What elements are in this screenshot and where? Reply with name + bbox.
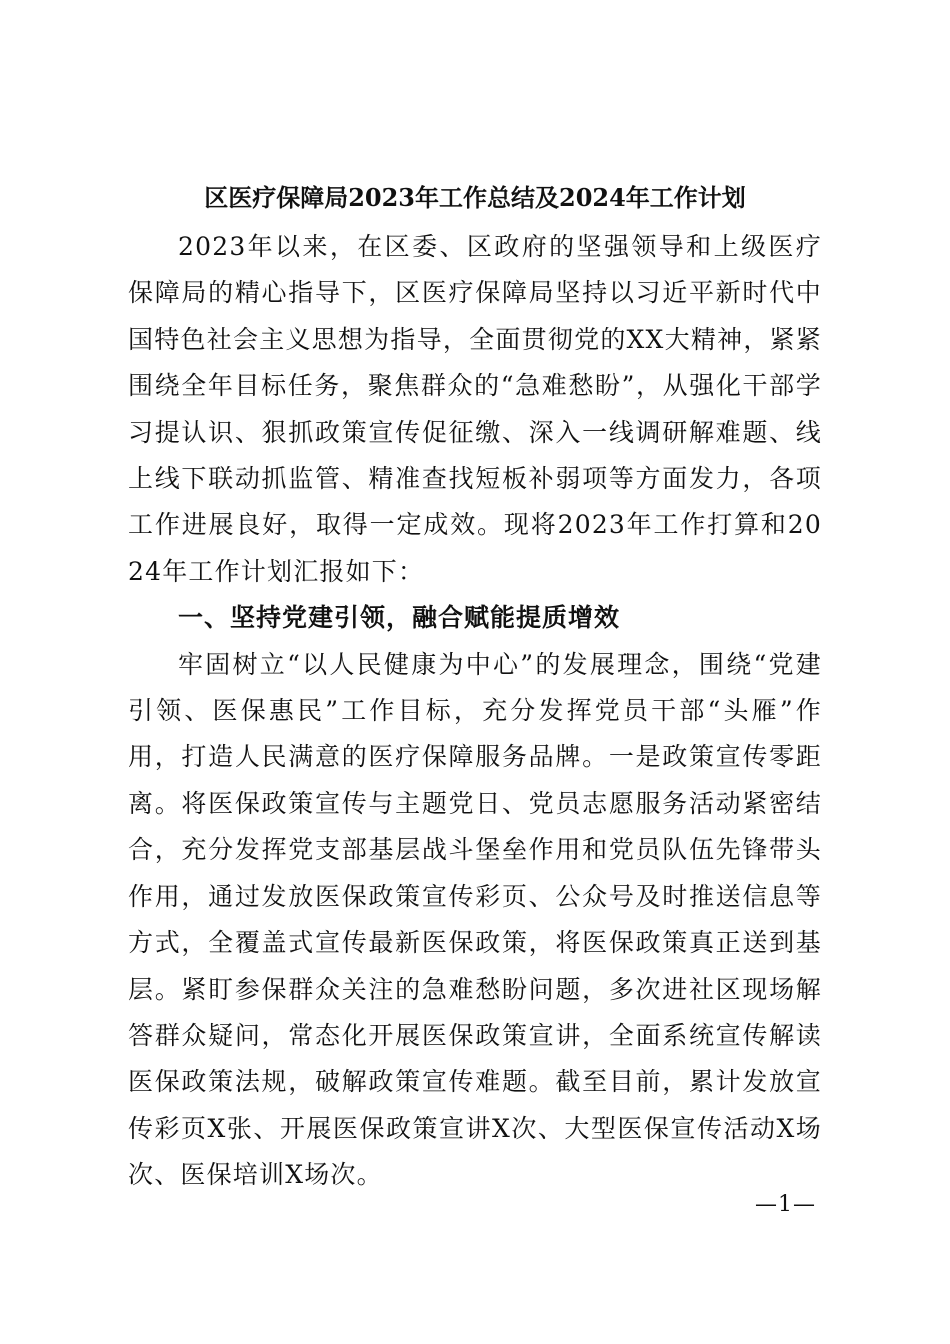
- document-body: [128, 178, 822, 1199]
- section-1-heading: 一、坚持党建引领，融合赋能提质增效: [178, 603, 621, 633]
- section-1-paragraph: 牢固树立“以人民健康为中心”的发展理念，围绕“党建引领、医保惠民”工作目标，充分发挥党员干部“头雁”作用，打造人民满意的医疗保障服务品牌。一是政策宣传零距离。将医保政策宣传与主题党日、党员志愿服务活动紧密结合，充分发挥党支部基层战斗堡垒作用和党员队伍先锋带头作用，通过发放医保政策宣传彩页、公众号及时推送信息等方式，全覆盖式宣传最新医保政策，将医保政策真正送到基层。紧盯参保群众关注的急难愁盼问题，多次进社区现场解答群众疑问，常态化开展医保政策宣讲，全面系统宣传解读医保政策法规，破解政策宣传难题。截至目前，累计发放宣传彩页X张、开展医保政策宣讲X次、大型医保宣传活动X场次、医保培训X场次。: [128, 649, 822, 1190]
- page-number: —1—: [755, 1192, 816, 1217]
- intro-paragraph: 2023年以来，在区委、区政府的坚强领导和上级医疗保障局的精心指导下，区医疗保障局坚持以习近平新时代中国特色社会主义思想为指导，全面贯彻党的XX大精神，紧紧围绕全年目标任务，聚焦群众的“急难愁盼”，从强化干部学习提认识、狠抓政策宣传促征缴、深入一线调研解难题、线上线下联动抓监管、精准查找短板补弱项等方面发力，各项工作进展良好，取得一定成效。现将2023年工作打算和2024年工作计划汇报如下：: [128, 232, 822, 586]
- document-title: 区医疗保障局2023年工作总结及2024年工作计划: [204, 183, 746, 212]
